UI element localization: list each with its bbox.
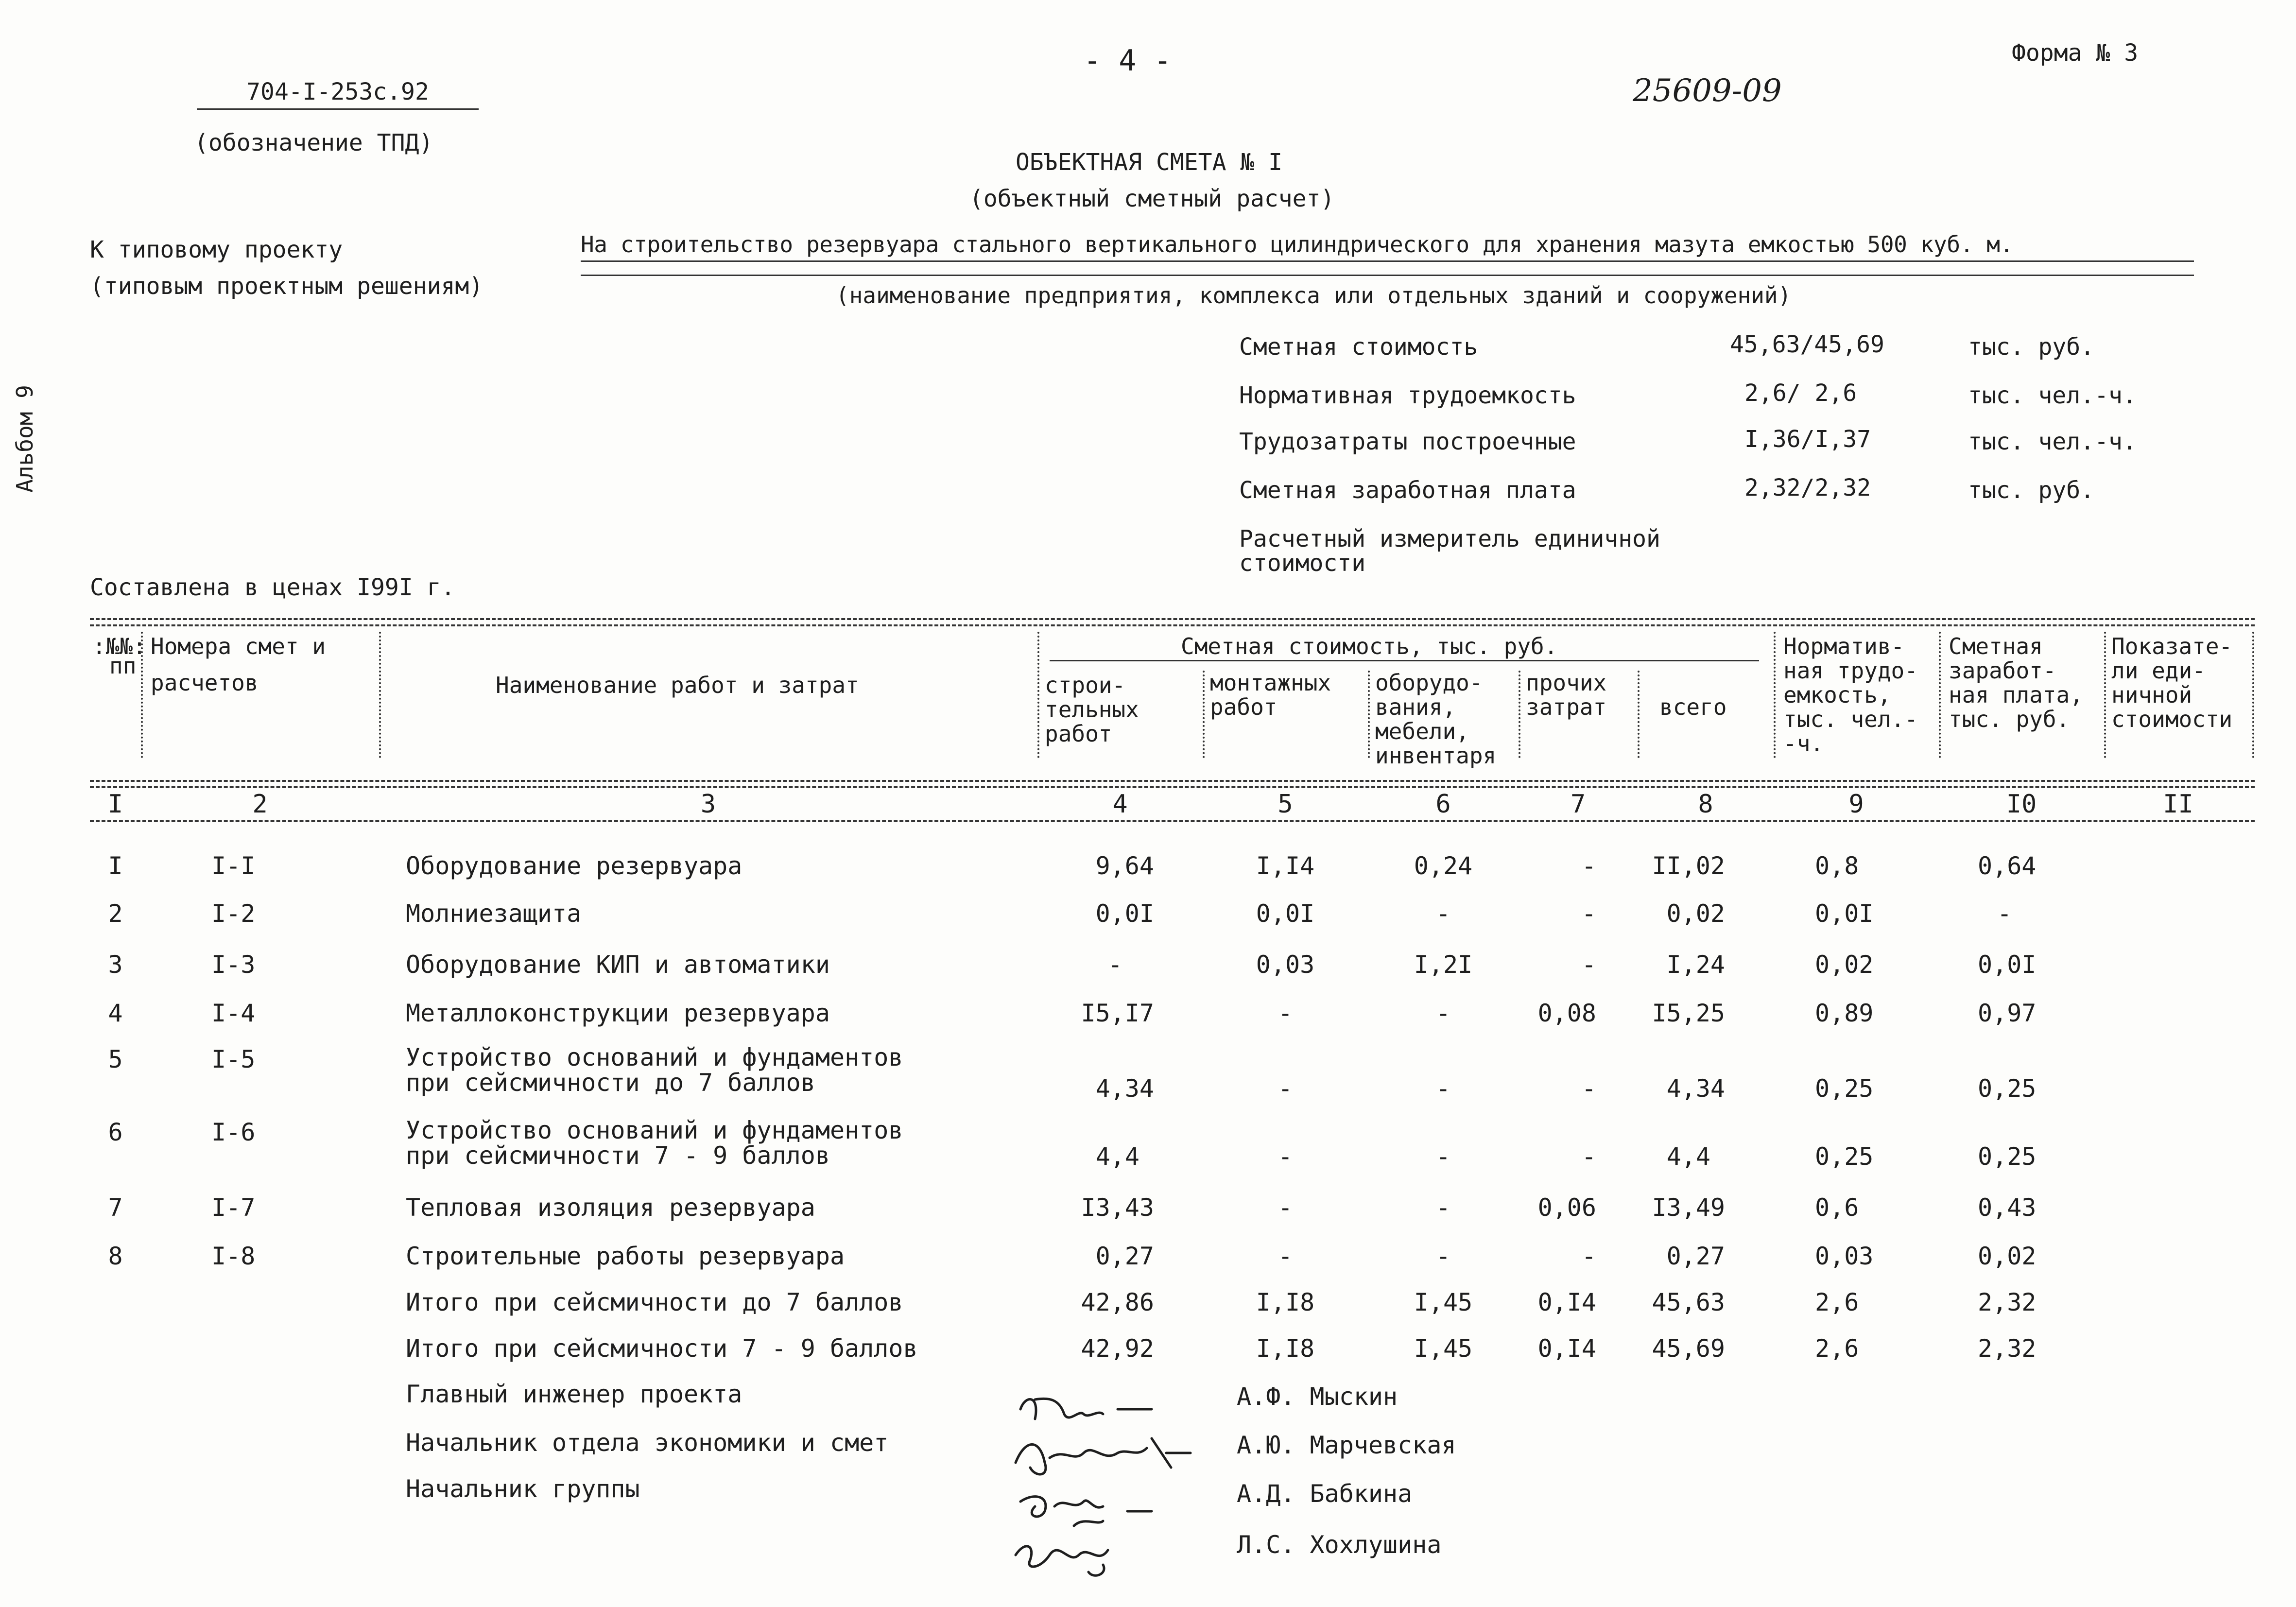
cell-other: 0,08 — [1537, 999, 1596, 1027]
project-label-2: (типовым проектным решениям) — [90, 273, 483, 300]
cell-name: Молниезащита — [406, 899, 582, 928]
header-mounting: монтажных работ — [1210, 670, 1331, 720]
col-sep — [1037, 632, 1039, 758]
total-row — [0, 1334, 2296, 1378]
cell-mounting: 0,03 — [1256, 950, 1315, 979]
signature-role: Начальник группы — [406, 1475, 640, 1503]
project-name-caption: (наименование предприятия, комплекса или отдельных зданий и сооружений) — [836, 282, 1792, 309]
project-name-underline-2 — [581, 275, 2194, 276]
cell-mounting: I,I8 — [1256, 1288, 1315, 1316]
cell-labor: 0,89 — [1815, 999, 1874, 1027]
colnum: 8 — [1698, 790, 1713, 819]
cell-salary: 2,32 — [1978, 1288, 2037, 1316]
cell-building: - — [1107, 950, 1122, 979]
cell-mounting: - — [1277, 1242, 1293, 1270]
cell-mounting: - — [1277, 999, 1293, 1027]
cell-equipment: I,45 — [1414, 1334, 1473, 1363]
cell-name: Итого при сейсмичности до 7 баллов — [406, 1288, 903, 1316]
signature-name: А.Ю. Марчевская — [1237, 1431, 1456, 1459]
header-salary: Сметная заработ- ная плата, тыс. руб. — [1949, 633, 2083, 732]
cell-mounting: - — [1277, 1142, 1293, 1171]
col-sep — [379, 632, 381, 758]
cell-total: 4,4 — [1666, 1142, 1710, 1171]
cell-name: Устройство оснований и фундаментов при сейсмичности до 7 баллов — [406, 1043, 903, 1097]
summary-label: Трудозатраты построечные — [1239, 428, 1576, 455]
cell-num: I — [108, 852, 123, 880]
cell-building: I3,43 — [1081, 1193, 1154, 1222]
header-calc-1: Номера смет и — [151, 633, 326, 659]
table-row — [0, 899, 2296, 943]
cell-equipment: I,2I — [1414, 950, 1473, 979]
cell-total: 4,34 — [1666, 1074, 1725, 1103]
signature-role: Начальник отдела экономики и смет — [406, 1429, 889, 1457]
cell-total: I,24 — [1666, 950, 1725, 979]
cell-labor: 0,02 — [1815, 950, 1874, 979]
estimate-title: ОБЪЕКТНАЯ СМЕТА № I — [1016, 149, 1283, 176]
summary-unit: тыс. руб. — [1968, 477, 2095, 504]
cell-num: 3 — [108, 950, 123, 979]
cell-total: 45,63 — [1652, 1288, 1725, 1316]
colnum: 7 — [1570, 790, 1586, 819]
colnum: 5 — [1277, 790, 1293, 819]
summary-value: 45,63/45,69 — [1730, 331, 1884, 358]
header-name: Наименование работ и затрат — [496, 672, 859, 698]
signature-role: Главный инженер проекта — [406, 1380, 742, 1408]
cell-num: 4 — [108, 999, 123, 1027]
header-unit-index: Показате- ли еди- ничной стоимости — [2111, 633, 2233, 732]
header-labor: Норматив- ная трудо- емкость, тыс. чел.- -ч. — [1783, 633, 1918, 757]
summary-unit: тыс. руб. — [1968, 333, 2095, 361]
col-sep — [141, 632, 143, 758]
cell-labor: 0,25 — [1815, 1074, 1874, 1103]
album-label: Альбом 9 — [11, 385, 38, 493]
cell-building: 9,64 — [1095, 852, 1154, 880]
colnum: II — [2163, 790, 2193, 819]
cell-other: - — [1581, 852, 1596, 880]
cell-num: 7 — [108, 1193, 123, 1222]
cell-name: Строительные работы резервуара — [406, 1242, 845, 1270]
cell-total: I3,49 — [1652, 1193, 1725, 1222]
total-row — [0, 1288, 2296, 1331]
header-other: прочих затрат — [1526, 670, 1607, 720]
cell-salary: 0,25 — [1978, 1074, 2037, 1103]
summary-value: 2,6/ 2,6 — [1744, 380, 1857, 407]
col-sep — [1638, 671, 1640, 758]
col-sep — [1203, 671, 1205, 758]
cell-labor: 0,03 — [1815, 1242, 1874, 1270]
cell-building: 4,34 — [1095, 1074, 1154, 1103]
cell-name: Тепловая изоляция резервуара — [406, 1193, 815, 1222]
cell-other: - — [1581, 1074, 1596, 1103]
header-cost-group: Сметная стоимость, тыс. руб. — [1181, 633, 1558, 659]
table-top-rule — [90, 618, 2255, 620]
cell-mounting: - — [1277, 1074, 1293, 1103]
header-total: всего — [1659, 694, 1727, 720]
col-sep — [1519, 671, 1520, 758]
summary-label: Сметная заработная плата — [1239, 477, 1576, 504]
cell-labor: 2,6 — [1815, 1288, 1859, 1316]
cell-calc: I-I — [211, 852, 256, 880]
col-sep — [2104, 632, 2106, 758]
summary-value: I,36/I,37 — [1744, 426, 1871, 453]
cell-building: 0,27 — [1095, 1242, 1154, 1270]
cell-other: - — [1581, 899, 1596, 928]
cell-mounting: I,I8 — [1256, 1334, 1315, 1363]
cell-other: - — [1581, 1242, 1596, 1270]
cell-calc: I-6 — [211, 1118, 256, 1146]
cell-labor: 0,6 — [1815, 1193, 1859, 1222]
cell-building: I5,I7 — [1081, 999, 1154, 1027]
cell-equipment: - — [1435, 1242, 1451, 1270]
meter-label-2: стоимости — [1239, 550, 1366, 577]
cell-salary: 0,0I — [1978, 950, 2037, 979]
cost-group-underline — [1050, 660, 1759, 661]
table-row — [0, 851, 2296, 895]
colnum: 2 — [252, 790, 268, 819]
cell-building: 4,4 — [1095, 1142, 1139, 1171]
cell-calc: I-8 — [211, 1242, 256, 1270]
doc-code: 704-I-253с.92 — [197, 80, 479, 110]
cell-equipment: - — [1435, 1074, 1451, 1103]
cell-name: Устройство оснований и фундаментов при сейсмичности 7 - 9 баллов — [406, 1116, 903, 1170]
cell-equipment: - — [1435, 1142, 1451, 1171]
cell-building: 42,92 — [1081, 1334, 1154, 1363]
table-row — [0, 1118, 2296, 1191]
handwritten-number: 25609-09 — [1633, 73, 1782, 109]
colnum: I0 — [2006, 790, 2037, 819]
cell-mounting: 0,0I — [1256, 899, 1315, 928]
cell-labor: 2,6 — [1815, 1334, 1859, 1363]
col-sep — [1368, 671, 1370, 758]
project-name: На строительство резервуара стального вертикального цилиндрического для хранения мазута емкостью 500 куб. м. — [581, 233, 2194, 262]
cell-calc: I-3 — [211, 950, 256, 979]
cell-salary: 0,02 — [1978, 1242, 2037, 1270]
page-number: - 4 - — [1084, 44, 1172, 78]
header-bottom-rule — [90, 780, 2255, 782]
cell-name: Оборудование КИП и автоматики — [406, 950, 830, 979]
cell-building: 0,0I — [1095, 899, 1154, 928]
cell-name: Оборудование резервуара — [406, 852, 742, 880]
cell-name: Итого при сейсмичности 7 - 9 баллов — [406, 1334, 918, 1363]
cell-building: 42,86 — [1081, 1288, 1154, 1316]
cell-equipment: - — [1435, 899, 1451, 928]
cell-num: 5 — [108, 1045, 123, 1073]
header-calc-2: расчетов — [151, 670, 259, 696]
table-row — [0, 1045, 2296, 1118]
colnum-bottom-rule — [90, 820, 2255, 822]
cell-num: 2 — [108, 899, 123, 928]
cell-total: I5,25 — [1652, 999, 1725, 1027]
signature-name: А.Ф. Мыскин — [1237, 1382, 1398, 1411]
table-row — [0, 1242, 2296, 1285]
cell-num: 6 — [108, 1118, 123, 1146]
colnum: 6 — [1435, 790, 1451, 819]
summary-value: 2,32/2,32 — [1744, 474, 1871, 501]
cell-equipment: - — [1435, 1193, 1451, 1222]
header-num-1: :№№: — [92, 633, 146, 659]
colnum: 4 — [1112, 790, 1128, 819]
col-sep — [2252, 632, 2254, 758]
signature-name: Л.С. Хохлушина — [1237, 1531, 1442, 1559]
cell-labor: 0,0I — [1815, 899, 1874, 928]
cell-mounting: - — [1277, 1193, 1293, 1222]
cell-salary: 0,43 — [1978, 1193, 2037, 1222]
cell-total: II,02 — [1652, 852, 1725, 880]
cell-num: 8 — [108, 1242, 123, 1270]
summary-unit: тыс. чел.-ч. — [1968, 382, 2137, 409]
summary-label: Сметная стоимость — [1239, 333, 1478, 361]
prices-note: Составлена в ценах I99I г. — [90, 574, 455, 601]
header-equipment: оборудо- вания, мебели, инвентаря — [1375, 670, 1497, 769]
cell-salary: 0,64 — [1978, 852, 2037, 880]
cell-labor: 0,25 — [1815, 1142, 1874, 1171]
cell-salary: - — [1997, 899, 2012, 928]
cell-mounting: I,I4 — [1256, 852, 1315, 880]
col-sep — [1939, 632, 1941, 758]
form-label: Форма № 3 — [2012, 39, 2139, 67]
cell-other: - — [1581, 950, 1596, 979]
cell-name: Металлоконструкции резервуара — [406, 999, 830, 1027]
cell-salary: 2,32 — [1978, 1334, 2037, 1363]
header-bottom-rule-2 — [90, 786, 2255, 788]
summary-label: Нормативная трудоемкость — [1239, 382, 1576, 409]
cell-calc: I-7 — [211, 1193, 256, 1222]
table-top-rule-2 — [90, 624, 2255, 626]
project-label-1: К типовому проекту — [90, 236, 343, 263]
estimate-subtitle: (объектный сметный расчет) — [969, 185, 1335, 212]
colnum: 3 — [700, 790, 716, 819]
signature-name: А.Д. Бабкина — [1237, 1480, 1413, 1508]
cell-total: 0,02 — [1666, 899, 1725, 928]
table-row — [0, 999, 2296, 1042]
col-sep — [1774, 632, 1776, 758]
cell-total: 0,27 — [1666, 1242, 1725, 1270]
cell-calc: I-4 — [211, 999, 256, 1027]
cell-salary: 0,25 — [1978, 1142, 2037, 1171]
cell-calc: I-5 — [211, 1045, 256, 1073]
cell-salary: 0,97 — [1978, 999, 2037, 1027]
cell-labor: 0,8 — [1815, 852, 1859, 880]
cell-total: 45,69 — [1652, 1334, 1725, 1363]
header-num-2: пп — [109, 653, 137, 679]
summary-unit: тыс. чел.-ч. — [1968, 428, 2137, 455]
cell-other: 0,I4 — [1537, 1288, 1596, 1316]
table-row — [0, 950, 2296, 994]
meter-label-1: Расчетный измеритель единичной — [1239, 525, 1660, 553]
handwritten-signatures-icon — [1006, 1380, 1239, 1584]
cell-equipment: 0,24 — [1414, 852, 1473, 880]
header-building: строи- тельных работ — [1045, 672, 1139, 747]
cell-other: - — [1581, 1142, 1596, 1171]
doc-code-caption: (обозначение ТПД) — [194, 129, 433, 156]
cell-calc: I-2 — [211, 899, 256, 928]
cell-other: 0,06 — [1537, 1193, 1596, 1222]
cell-equipment: I,45 — [1414, 1288, 1473, 1316]
colnum: I — [107, 790, 123, 819]
colnum: 9 — [1848, 790, 1864, 819]
table-row — [0, 1193, 2296, 1237]
cell-other: 0,I4 — [1537, 1334, 1596, 1363]
cell-equipment: - — [1435, 999, 1451, 1027]
